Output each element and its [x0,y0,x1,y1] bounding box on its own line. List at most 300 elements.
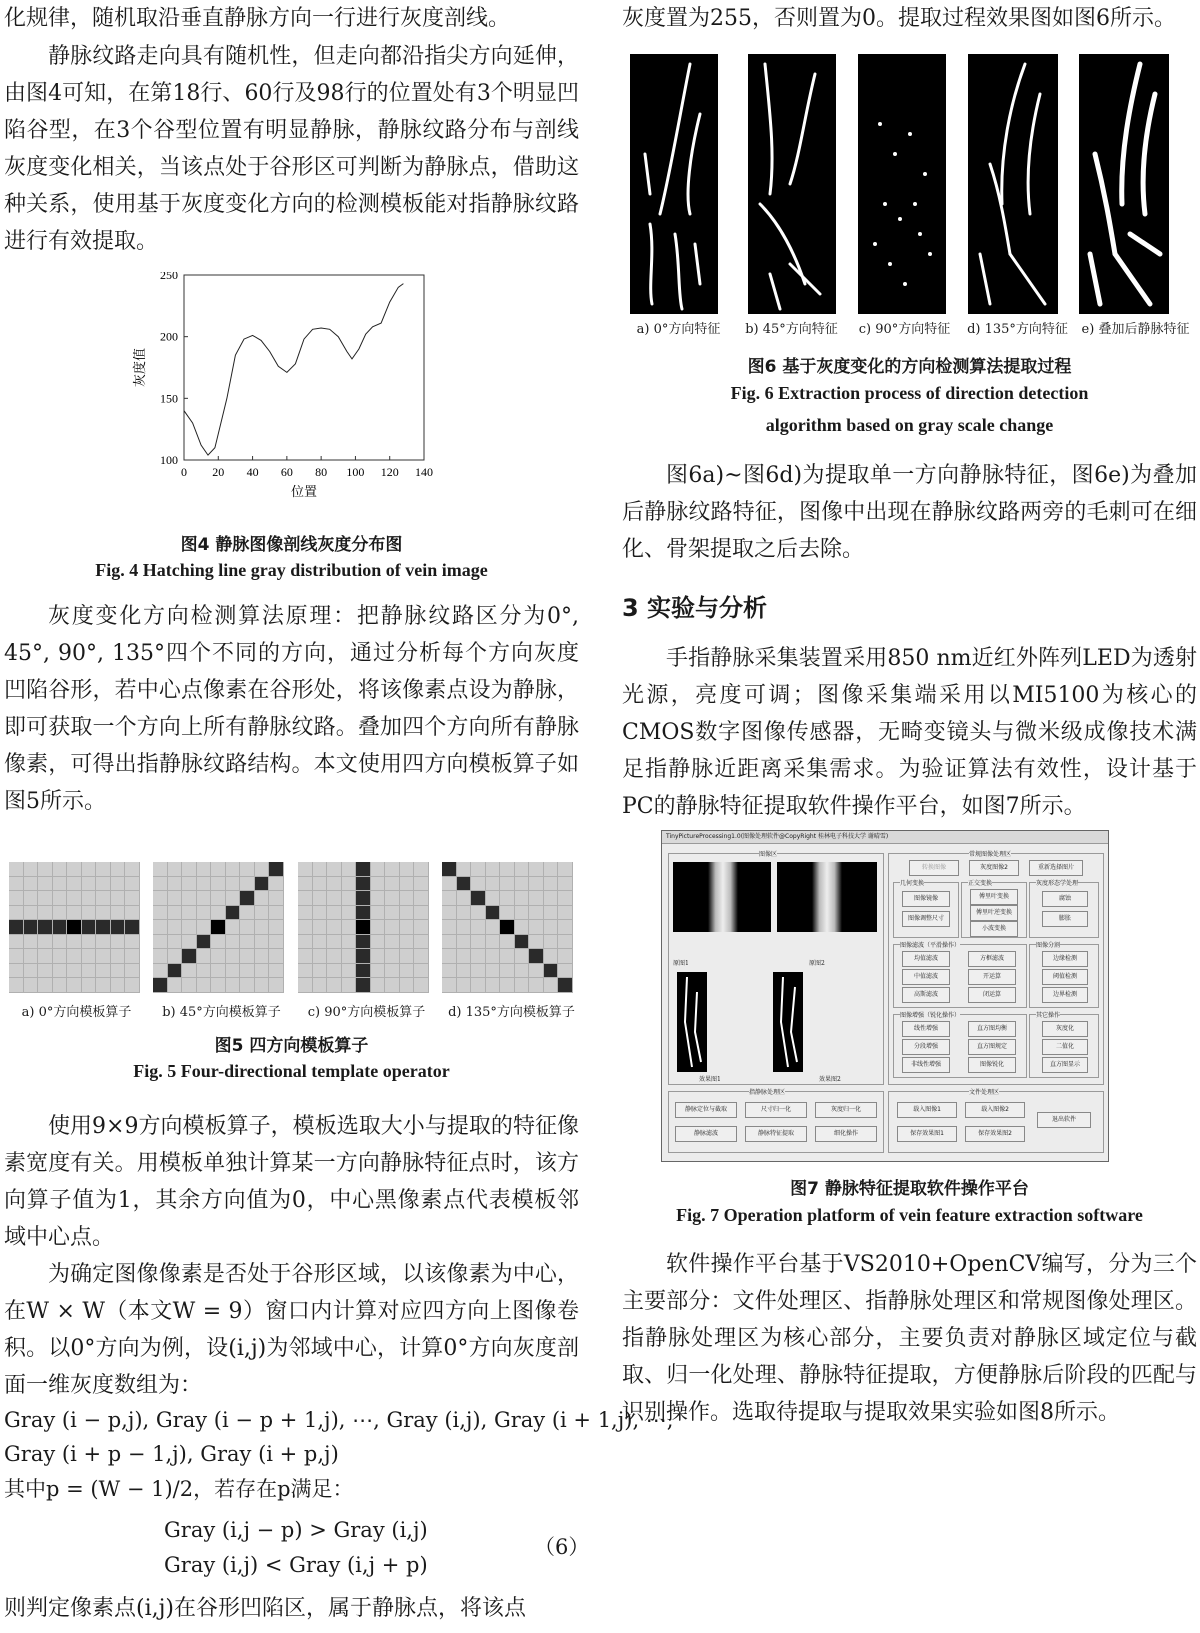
matrix-cell [371,862,386,877]
matrix-cell [356,862,371,877]
matrix-cell [400,949,415,964]
mean-filter-button[interactable]: 均值滤波 [902,951,950,967]
save-result1-button[interactable]: 保存效果图1 [897,1126,957,1142]
group-label: 其它操作 [1036,1012,1061,1019]
x-tick-label: 40 [246,465,259,479]
matrix-cell [96,949,111,964]
matrix-cell [255,862,270,877]
paragraph: 图6a)~图6d)为提取单一方向静脉特征，图6e)为叠加后静脉纹路特征，图像中出现在静脉纹路两旁的毛刺可在细化、骨架提取之后去除。 [622,463,1197,562]
matrix-cell [500,877,515,892]
x-tick-label: 20 [212,465,225,479]
matrix-cell [558,949,573,964]
matrix-cell [24,862,39,877]
matrix-cell [182,920,197,935]
matrix-cell [457,978,472,993]
figure-caption-en: algorithm based on gray scale change [765,415,1054,435]
matrix-cell [414,906,429,921]
sharpen-button[interactable]: 图像锐化 [968,1057,1016,1073]
matrix-cell [82,935,97,950]
matrix-cell [125,906,140,921]
vein-extract-button[interactable]: 静脉特征提取 [745,1126,807,1142]
x-axis-label: 位置 [290,485,318,500]
matrix-cell [111,935,126,950]
matrix-cell [356,906,371,921]
matrix-cell [82,964,97,979]
matrix-cell [313,978,328,993]
matrix-cell [153,906,168,921]
matrix-cell [211,862,226,877]
reselect-button[interactable]: 重新选择图片 [1029,860,1083,876]
matrix-cell [211,877,226,892]
matrix-cell [9,920,24,935]
matrix-cell [255,877,270,892]
histogram-button[interactable]: 直方图显示 [1042,1057,1088,1073]
matrix-cell [182,877,197,892]
matrix-cell [414,964,429,979]
matrix-cell [442,906,457,921]
matrix-cell [197,906,212,921]
image-label: 原图2 [809,960,825,967]
matrix-cell [153,877,168,892]
matrix-cell [313,964,328,979]
subcaption: d) 135°方向特征 [967,322,1068,337]
matrix-cell [269,935,284,950]
matrix-cell [486,891,501,906]
mirror-button[interactable]: 图像镜像 [902,891,950,907]
matrix-cell [414,877,429,892]
matrix-cell [544,877,559,892]
matrix-cell [544,906,559,921]
equation-number: （6） [534,1535,590,1559]
image-label: 效果图2 [819,1076,841,1083]
matrix-cell [414,978,429,993]
matrix-cell [9,906,24,921]
matrix-cell [327,964,342,979]
matrix-cell [197,862,212,877]
matrix-cell [24,891,39,906]
matrix-cell [197,891,212,906]
matrix-cell [125,862,140,877]
thinning-button[interactable]: 细化操作 [815,1126,877,1142]
y-tick-label: 250 [160,272,178,282]
matrix-cell [558,935,573,950]
matrix-cell [226,891,241,906]
matrix-cell [38,891,53,906]
matrix-cell [211,978,226,993]
matrix-cell [342,891,357,906]
grayscale-button[interactable]: 灰度化 [1042,1021,1088,1037]
matrix-cell [342,920,357,935]
matrix-cell [298,906,313,921]
matrix-cell [471,978,486,993]
matrix-cell [371,891,386,906]
matrix-cell [269,862,284,877]
matrix-cell [153,935,168,950]
matrix-cell [96,920,111,935]
matrix-cell [529,935,544,950]
matrix-cell [182,862,197,877]
matrix-cell [558,877,573,892]
matrix-cell [558,920,573,935]
matrix-cell [125,935,140,950]
matrix-cell [371,920,386,935]
matrix-cell [385,877,400,892]
subcaption: a) 0°方向特征 [636,322,721,337]
matrix-cell [500,978,515,993]
matrix-cell [197,920,212,935]
matrix-cell [515,920,530,935]
matrix-cell [67,935,82,950]
figure-caption-en: Fig. 6 Extraction process of direction detection [730,383,1089,403]
matrix-cell [385,978,400,993]
subcaption: b) 45°方向特征 [745,322,838,337]
matrix-cell [240,935,255,950]
matrix-cell [38,877,53,892]
matrix-cell [356,978,371,993]
size-normalize-button[interactable]: 尺寸归一化 [745,1102,807,1118]
matrix-cell [371,978,386,993]
matrix-cell [471,949,486,964]
matrix-cell [153,978,168,993]
series-line [184,284,403,456]
matrix-cell [168,949,183,964]
matrix-cell [269,949,284,964]
matrix-cell [168,978,183,993]
matrix-cell [313,877,328,892]
load-image2-button[interactable]: 载入图像2 [965,1102,1025,1118]
matrix-cell [125,920,140,935]
sharp-group [893,1014,1027,1078]
threshold-button[interactable]: 阈值检测 [1042,969,1088,985]
matrix-cell [82,891,97,906]
matrix-cell [9,949,24,964]
matrix-cell [255,891,270,906]
subcaption: b) 45°方向模板算子 [162,1005,281,1020]
matrix-cell [414,891,429,906]
matrix-cell [471,891,486,906]
matrix-cell [96,862,111,877]
matrix-cell [298,891,313,906]
smooth-group [893,944,1027,1008]
matrix-cell [82,978,97,993]
box-filter-button[interactable]: 方框滤波 [968,951,1016,967]
gray-normalize-button[interactable]: 灰度归一化 [815,1102,877,1118]
nonlinear-button[interactable]: 非线性增强 [902,1057,950,1073]
matrix-cell [529,906,544,921]
matrix-cell [255,949,270,964]
y-tick-label: 200 [160,329,178,344]
paragraph: 为确定图像像素是否处于谷形区域，以该像素为中心，在W × W（本文W = 9）窗口内计算对应四方向上图像卷积。以0°方向为例，设(i,j)为邻域中心，计算0°方向灰度剖面一维灰度数组为： [4,1262,579,1398]
close-button[interactable]: 闭运算 [968,987,1016,1003]
matrix-cell [24,877,39,892]
matrix-cell [385,949,400,964]
plot-frame [184,275,424,460]
matrix-cell [211,935,226,950]
matrix-cell [515,862,530,877]
figure-caption-zh: 图6 基于灰度变化的方向检测算法提取过程 [747,357,1072,377]
matrix-cell [226,877,241,892]
other-group [1029,1014,1099,1078]
matrix-cell [313,891,328,906]
matrix-cell [515,978,530,993]
matrix-cell [371,906,386,921]
matrix-cell [111,891,126,906]
result-image-1 [677,972,707,1072]
matrix-cell [111,964,126,979]
matrix-cell [269,964,284,979]
result-image-2 [773,972,803,1072]
matrix-cell [385,891,400,906]
matrix-cell [96,935,111,950]
paragraph: 静脉纹路走向具有随机性，但走向都沿指尖方向延伸，由图4可知，在第18行、60行及98行的位置处有3个明显凹陷谷型，在3个谷型位置有明显静脉，静脉纹路分布与剖线灰度变化相关，当该点处于谷形区可判断为静脉点，借助这种关系，使用基于灰度变化方向的检测模板能对指静脉纹路进行有效提取。 [4,44,579,254]
file-processing-area [888,1091,1104,1153]
matrix-cell [9,935,24,950]
matrix-cell [9,877,24,892]
matrix-cell [400,906,415,921]
matrix-cell [356,935,371,950]
dilate-button[interactable]: 膨胀 [1042,911,1088,927]
matrix-cell [544,949,559,964]
vein-locate-button[interactable]: 静脉定位与截取 [675,1102,737,1118]
matrix-cell [298,949,313,964]
section-heading: 3 实验与分析 [622,594,768,622]
piecewise-button[interactable]: 分段增强 [902,1039,950,1055]
matrix-cell [486,906,501,921]
matrix-cell [442,862,457,877]
matrix-cell [211,891,226,906]
wavelet-button[interactable]: 小波变换 [970,921,1018,937]
matrix-cell [38,906,53,921]
matrix-cell [211,949,226,964]
matrix-cell [471,935,486,950]
matrix-cell [182,891,197,906]
matrix-cell [168,862,183,877]
matrix-cell [544,862,559,877]
matrix-cell [414,949,429,964]
geo-group [893,882,959,938]
matrix-cell [486,949,501,964]
group-label: 文件处理区 [969,1089,1000,1096]
matrix-cell [544,964,559,979]
matrix-cell [457,935,472,950]
matrix-cell [558,906,573,921]
matrix-cell [544,978,559,993]
matrix-cell [38,949,53,964]
matrix-cell [96,906,111,921]
matrix-cell [457,920,472,935]
matrix-cell [500,891,515,906]
matrix-cell [544,935,559,950]
matrix-cell [442,891,457,906]
matrix-cell [182,935,197,950]
matrix-cell [298,877,313,892]
edge-button[interactable]: 边缘检测 [1042,951,1088,967]
template-0deg [9,862,140,993]
linear-button[interactable]: 线性增强 [902,1021,950,1037]
matrix-cell [298,862,313,877]
x-tick-label: 120 [380,465,399,479]
matrix-cell [240,920,255,935]
matrix-cell [67,891,82,906]
equation-6b: Gray (i,j) < Gray (i,j + p) [164,1553,428,1577]
matrix-cell [82,906,97,921]
matrix-cell [327,949,342,964]
matrix-cell [327,906,342,921]
matrix-cell [53,920,68,935]
matrix-cell [153,964,168,979]
matrix-cell [269,906,284,921]
matrix-cell [24,906,39,921]
ifft-button[interactable]: 傅里叶逆变换 [970,905,1018,921]
matrix-cell [442,920,457,935]
matrix-cell [529,949,544,964]
matrix-cell [197,964,212,979]
matrix-cell [125,978,140,993]
binarize-button[interactable]: 二值化 [1042,1039,1088,1055]
exit-button[interactable]: 退出软件 [1037,1112,1091,1128]
matrix-cell [342,935,357,950]
matrix-cell [486,964,501,979]
matrix-cell [9,964,24,979]
gauss-filter-button[interactable]: 高斯滤波 [902,987,950,1003]
matrix-cell [500,906,515,921]
matrix-cell [9,978,24,993]
vein-filter-button[interactable]: 静脉滤波 [675,1126,737,1142]
matrix-cell [356,949,371,964]
matrix-cell [226,906,241,921]
histspec-button[interactable]: 直方图规定 [968,1039,1016,1055]
matrix-cell [327,978,342,993]
matrix-cell [125,964,140,979]
matrix-cell [298,935,313,950]
matrix-cell [240,949,255,964]
matrix-cell [226,935,241,950]
group-label: 图像分割 [1036,942,1061,949]
figure-caption-zh: 图5 四方向模板算子 [214,1036,369,1056]
matrix-cell [371,949,386,964]
matrix-cell [269,978,284,993]
matrix-cell [226,949,241,964]
matrix-cell [182,964,197,979]
matrix-cell [529,920,544,935]
matrix-cell [400,978,415,993]
matrix-cell [471,964,486,979]
matrix-cell [53,906,68,921]
matrix-cell [298,920,313,935]
matrix-cell [500,949,515,964]
matrix-cell [356,920,371,935]
matrix-cell [211,906,226,921]
group-label: 正交变换 [968,880,993,887]
x-tick-label: 80 [315,465,328,479]
gray-button[interactable]: 灰度图像2 [969,860,1019,876]
matrix-cell [226,920,241,935]
matrix-cell [240,906,255,921]
group-label: 灰度形态学处理 [1036,880,1079,887]
original-image-2 [777,862,877,932]
matrix-cell [153,920,168,935]
matrix-cell [457,906,472,921]
subcaption: c) 90°方向特征 [858,322,951,337]
figure-caption-en: Fig. 4 Hatching line gray distribution of vein image [95,560,488,580]
matrix-cell [197,949,212,964]
x-tick-label: 140 [415,465,433,479]
matrix-cell [9,891,24,906]
matrix-cell [111,862,126,877]
matrix-cell [24,935,39,950]
matrix-cell [53,949,68,964]
matrix-cell [269,891,284,906]
common-processing-area [888,853,1104,1085]
matrix-cell [240,862,255,877]
matrix-cell [515,949,530,964]
y-tick-label: 150 [160,391,178,406]
matrix-cell [226,964,241,979]
paragraph: 化规律，随机取沿垂直静脉方向一行进行灰度剖线。 [4,6,511,31]
save-result2-button[interactable]: 保存效果图2 [965,1126,1025,1142]
group-label: 指静脉处理区 [749,1089,786,1096]
border-button[interactable]: 边界检测 [1042,987,1088,1003]
matrix-cell [111,978,126,993]
matrix-cell [182,978,197,993]
x-tick-label: 100 [346,465,365,479]
matrix-cell [82,920,97,935]
template-45deg [153,862,284,993]
matrix-cell [182,906,197,921]
open-button[interactable]: 开运算 [968,969,1016,985]
matrix-cell [226,862,241,877]
template-135deg [442,862,573,993]
matrix-cell [82,862,97,877]
load-image1-button[interactable]: 载入图像1 [897,1102,957,1118]
matrix-cell [457,949,472,964]
figure-caption-en: Fig. 7 Operation platform of vein feature extraction software [676,1205,1143,1225]
matrix-cell [471,906,486,921]
x-tick-label: 60 [280,465,293,479]
matrix-cell [240,877,255,892]
fft-button[interactable]: 傅里叶变换 [970,889,1018,905]
resize-button[interactable]: 图像调整尺寸 [902,911,950,927]
matrix-cell [38,978,53,993]
matrix-cell [125,891,140,906]
histeq-button[interactable]: 直方图均衡 [968,1021,1016,1037]
matrix-cell [211,920,226,935]
matrix-cell [111,920,126,935]
matrix-cell [38,964,53,979]
template-90deg [298,862,429,993]
matrix-cell [313,949,328,964]
matrix-cell [168,964,183,979]
matrix-cell [298,978,313,993]
software-window [661,830,1109,1162]
convert-button[interactable]: 转换图像 [909,860,959,876]
matrix-cell [255,964,270,979]
morph-group [1029,882,1099,938]
matrix-cell [457,862,472,877]
matrix-cell [53,891,68,906]
image-area [668,853,884,1085]
matrix-cell [255,920,270,935]
matrix-cell [96,978,111,993]
fig6-images [630,54,1195,316]
median-filter-button[interactable]: 中值滤波 [902,969,950,985]
matrix-cell [255,978,270,993]
matrix-cell [371,877,386,892]
matrix-cell [111,949,126,964]
matrix-cell [168,891,183,906]
matrix-cell [558,978,573,993]
erode-button[interactable]: 腐蚀 [1042,891,1088,907]
